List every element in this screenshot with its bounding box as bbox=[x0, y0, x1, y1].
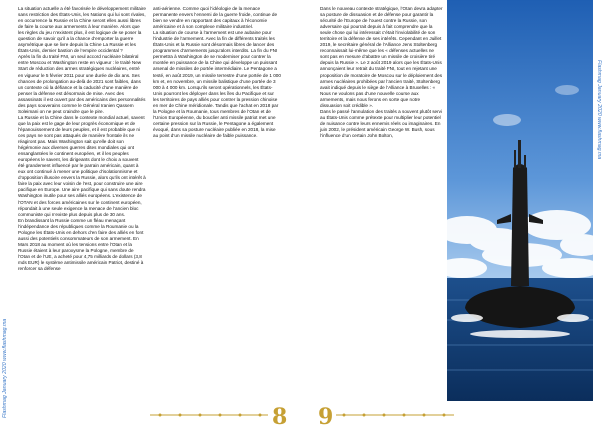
paragraph: La Russie et la Chine dans le contexte mondial actuel, savent que la paix est le gage de leur progrès économique et de l’épanouissement de leurs peuples, et il est probable que ni ces pays ne sont pas attaqués de manière frontale ils ne réagiront pas. Mais Washington sait qu’elle doit son hégémonie aux diverses guerres dites mondiales qui ont ensanglantées le continent européen, et il les peuples européens le savent, les dirigeants dont le choix a souvent été grandement influencé par le parrain américain, quant à eux ont continué à mener une politique d’isolationnisme et d’opposition illusoire envers la Russie, alors qu’ils ont intérêt à faire la paix avec leur voisin de l’est, pour construire une aire pacifique en Europe. Une aire pacifique qui sans doute rendra Washington inutile pour ses alliés européens. L’existence de l’OTAN et des forces américaines sur le continent européen, répondait à une seule exigence la menace de l’ancien bloc communiste qui n’existe plus depuis plus de 30 ans. bbox=[18, 114, 146, 217]
submarine-photo bbox=[447, 0, 593, 401]
paragraph: anti-aérienne. Comme quoi l’idéologie de la menace permanente envers l’ennemi de la guerre froide, continue de bien se vendre en rapportant des capitaux à l’économie américaine et à son complexe militaire industriel. bbox=[153, 6, 278, 30]
submarine-illustration bbox=[447, 0, 593, 401]
article-column-2 bbox=[153, 6, 281, 406]
page-number-left: 8 bbox=[272, 404, 288, 430]
right-margin-label: Flashmag January 2020 www.flashmag.ma bbox=[596, 60, 602, 160]
left-margin-label: Flashmag January 2020 www.flashmag.ma bbox=[2, 318, 8, 418]
paragraph: Dans le nouveau contexte stratégique, l’Otan devra adapter sa posture de dissuasion et de défense pour garantir la sécurité de l’Europe de l’ouest contre la Russie, son adversaire qui pourrait depuis à fait comprendre que la seule chose qui lui intéressait c’était l’inviolabilité de son territoire et la défense de ses intérêts. Cependant en Juillet 2019, le secrétaire général de l’Alliance Jens Stoltenberg reconnaissait lui-même que les « défenses actuelles ne sont pas en mesure d’abattre un missile de croisière tiré depuis la Russie ». Le 2 août 2019 alors que les États-Unis annonçaient leur retrait du traité FNI, tout en rejetant une proposition de moratoire de Moscou sur le déploiement des armes nucléaires prohibées par l’ancien traité, Stoltenberg avait indiqué depuis le siège de l’Alliance à Bruxelles : « Nous ne voulons pas d’une nouvelle course aux armements, mais nous ferons en sorte que notre dissuasion soit crédible ». bbox=[320, 6, 443, 108]
right-ornament bbox=[336, 409, 454, 421]
page-number-right: 9 bbox=[318, 404, 334, 430]
article-column-1 bbox=[18, 6, 146, 406]
article-column-3 bbox=[320, 6, 443, 406]
paragraph: Dans le passé l’annulation des traités a souvent plutôt servi au États-Unis comme prétexte pour multiplier leur potentiel de nuisance contre leurs ennemis réels ou imaginaires. En juin 2002, le président américain George W. Bush, sous l’influence d’un certain John Bolton, bbox=[320, 108, 443, 138]
paragraph: Après la fin du traité FNI, un seul accord nucléaire bilatéral entre Moscou et Washington reste en vigueur : le traité New Start de réduction des armes stratégiques nucléaires, entré en vigueur le 5 février 2011 pour une durée de dix ans. Ses chances de prolongation au-delà de 2021 sont faibles, dans un contexte où la défiance et la caducité d’une manière de penser la défense est désormais de mise. Avec des assassinats il est ouvert par des américains des personnalités des pays souverains comme le Général Iranien Qassem Soleimani on ne peut craindre que le pire. bbox=[18, 54, 146, 114]
paragraph: La situation actuelle a été favorisée le développement militaire sans restriction des États-Unis, les Nations qui lui sont rivales, en occurrence la Russie et la Chine seront elles aussi libres de faire la course aux armements à leur manière. Alors que les règles du jeu n’existent plus, il est logique de se poser la question de savoir qu’il a la chance d’emporter la guerre asymétrique que se livre depuis la Chine La Russie et les États-Unis, dernier bastion de l’empire occidental ? bbox=[18, 6, 146, 54]
left-ornament bbox=[150, 409, 268, 421]
paragraph: En brandissant la Russie comme un fléau menaçant l’indépendance des républiques comme la Roumanie ou la Pologne les États-Unis en dehors d’en faire des alliés en font aussi des potentiels consommateurs de son armement. En Mars 2018 au moment où les tensions entre l’Otan et la Russie étaient à leur paroxysme la Pologne, membre de l’Otan et de l’UE, a acheté pour 4,75 milliards de dollars (3,8 mds EUR) le système antimissile américain Patriot, destiné à renforcer sa défense bbox=[18, 217, 144, 272]
paragraph: La situation de course à l’armement est une aubaine pour l’industrie de l’armement. Avec la fin de différents traités les États-Unis et la Russie sont désormais libres de lancer des programmes d’armements jusqu’alors interdits. La fin du FNI permettra à Washington de se moderniser pour contrer la montée en puissance de la Chine qui développe un puissant arsenal de missiles de portée intermédiaire. Le Pentagone a testé, en août 2019, un missile terrestre d’une portée de 1 000 km et, en novembre, un missile balistique d’une portée de 3 000 à 4 000 km. Lorsqu’ils seront opérationnels, les États-Unis pourront les déployer dans les îles du Pacifique et sur les territoires de pays alliés pour contrer la pression chinoise en mer de Chine méridionale. Tandis que l’achat en 2018 par la Pologne et la Roumanie, tous membres de l’Otan et de l’Union Européenne, du bouclier anti missile patriot met une certaine pression sur la Russie, le Pentagone a également évoqué, dans sa posture nucléaire publiée en 2018, la mise au point d’un missile nucléaire de faible puissance. bbox=[153, 30, 281, 138]
